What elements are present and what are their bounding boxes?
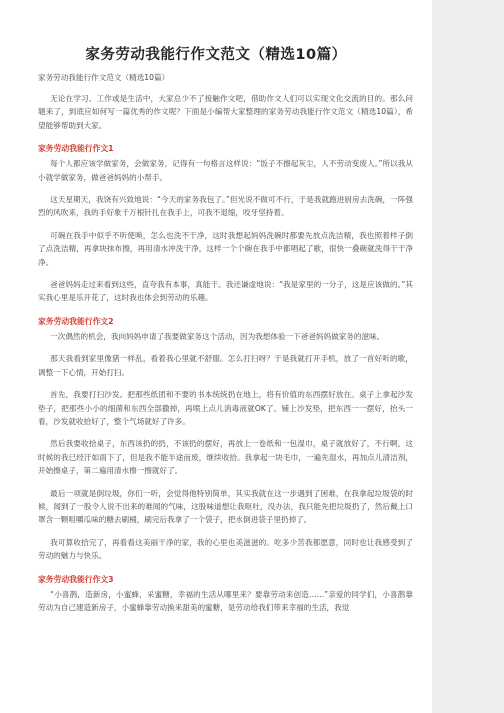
paragraph: 一次偶然的机会，我向妈妈申请了我要做家务这个活动，因为我想体验一下爸爸妈妈做家务的滋味。 (50, 331, 385, 341)
paragraph: 爸爸妈妈走过来看到这些，直夸我有本事，真能干。我还谦虚地说：“我是家里的一分子，这是应该做的。”其实我心里是乐开花了，这时我也体会到劳动的乐趣。 (38, 280, 413, 303)
intro-paragraph: 无论在学习、工作或是生活中，大家总少不了接触作文吧，借助作文人们可以实现文化交流的目的。那么问题来了，到底应如何写一篇优秀的作文呢？下面是小编帮大家整理的家务劳动我能行作文范文（精选10篇），希望能够帮助到大家。 (38, 94, 413, 130)
paragraph: 可碗在我手中似乎不听使唤，怎么也洗不干净，这时我想起妈妈洗碗时都要先放点洗洁精，我也照着样子倒了点洗洁精，再拿块抹布擦，再用清水冲洗干净，这样一个个碗在我手中都唱起了歌，很快一叠碗就洗得干干净净。 (38, 230, 413, 267)
paragraph: 然后我要收拾桌子，东西该扔的扔，不该扔的摆好，再放上一卷纸和一包湿巾，桌子就放好了，不行啊，这时候的我已经汗如雨下了，但是我不能半途而废，继续收拾。我拿起一块毛巾，一遍先湿水，再加点儿清洁剂，开始擦桌子，第二遍用清水擦一擦就好了。 (38, 439, 413, 476)
document-body (38, 72, 413, 623)
paragraph: “小喜鹊，造新房，小蜜蜂，采蜜糖，幸福的生活从哪里来？要靠劳动来创造……”亲爱的同学们，小喜鹊靠劳动为自己建造新房子，小蜜蜂靠劳动换来甜美的蜜糖，是劳动给我们带来幸福的生活，我觉 (38, 589, 413, 612)
section-heading-2: 家务劳动我能行作文2 (38, 316, 114, 326)
document-subtitle: 家务劳动我能行作文范文（精选10篇） (38, 73, 170, 82)
paragraph: 最后一项就是倒垃圾，你们一听，会觉得他特别简单，其实我就在这一步遇到了困难，在我拿起垃圾袋的时候，闻到了一股令人说不出来的难闻的气味，这股味道想让我呕吐，没办法，我只能先把垃圾扔了，然后戴上口罩含一颗咀嚼瓜味的糖去刷桶，刷完后我拿了一个袋子，把水倒进袋子里扔掉了。 (38, 488, 413, 525)
section-heading-3: 家务劳动我能行作文3 (38, 574, 114, 584)
paragraph: 那天我看到家里像猪一样乱，看着我心里就不舒服。怎么打扫呀？于是我就打开手机，放了一首好听的歌，调整一下心情，开始打扫。 (38, 354, 413, 377)
right-gutter (432, 0, 504, 713)
paragraph: 我可算收拾完了，再看看这美丽干净的家，我的心里也美滋滋的。吃多少苦我都愿意，同时也让我感受到了劳动的魅力与快乐。 (38, 537, 413, 561)
document-title: 家务劳动我能行作文范文（精选10篇） (85, 47, 347, 63)
paragraph: 这天星期天，我饶有兴致地说：“今天的家务我包了。”但光说不做可不行，于是我就跑进厨房去洗碗，一阵强烈的风吹来，我的手好象千万根针扎在我手上，可我不退缩，咬牙坚持着。 (38, 195, 413, 218)
paragraph: 每个人都应该学做家务，会做家务，记得有一句格言这样说：“饭子不擦起灰尘，人不劳动变废人。”所以我从小就学做家务，做爸爸妈妈的小帮手。 (38, 159, 413, 182)
paragraph: 首先，我要打扫沙发。把那些纸团和不要的书本统统扔在地上，将有价值的东西摆好放在。桌子上拿起沙发垫子，把那些小小的细菌和东西全部撒掉，再喷上点儿消毒液就OK了。铺上沙发垫，把东西一一摆好，抬头一看，沙发就收拾好了，整个气场就好了许多。 (38, 390, 413, 426)
section-heading-1: 家务劳动我能行作文1 (38, 144, 114, 154)
